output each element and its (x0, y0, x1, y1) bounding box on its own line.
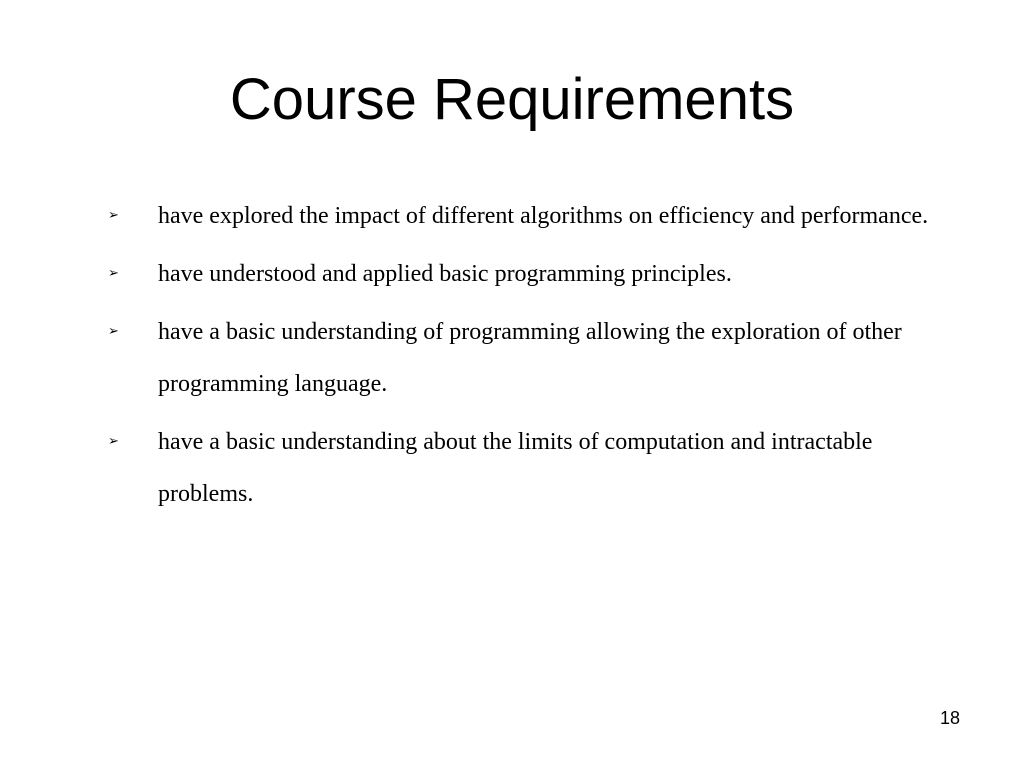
bullet-item (106, 248, 956, 300)
bullet-item (106, 306, 956, 410)
arrowhead-bullet-icon: ➢ (108, 208, 119, 223)
arrowhead-bullet-icon: ➢ (108, 434, 119, 449)
arrowhead-bullet-icon: ➢ (108, 324, 119, 339)
bullet-text: have explored the impact of different algorithms on efficiency and performance. (158, 203, 929, 229)
bullet-text: have a basic understanding of programming allowing the exploration of other programming language. (158, 319, 902, 397)
bullet-item (106, 416, 956, 520)
page-number: 18 (939, 708, 961, 728)
bullet-text: have understood and applied basic programming principles. (158, 261, 732, 287)
bullet-list (106, 190, 956, 526)
slide-title: Course Requirements (229, 67, 795, 132)
bullet-text: have a basic understanding about the limits of computation and intractable problems. (158, 429, 873, 507)
bullet-item (106, 190, 956, 242)
arrowhead-bullet-icon: ➢ (108, 266, 119, 281)
